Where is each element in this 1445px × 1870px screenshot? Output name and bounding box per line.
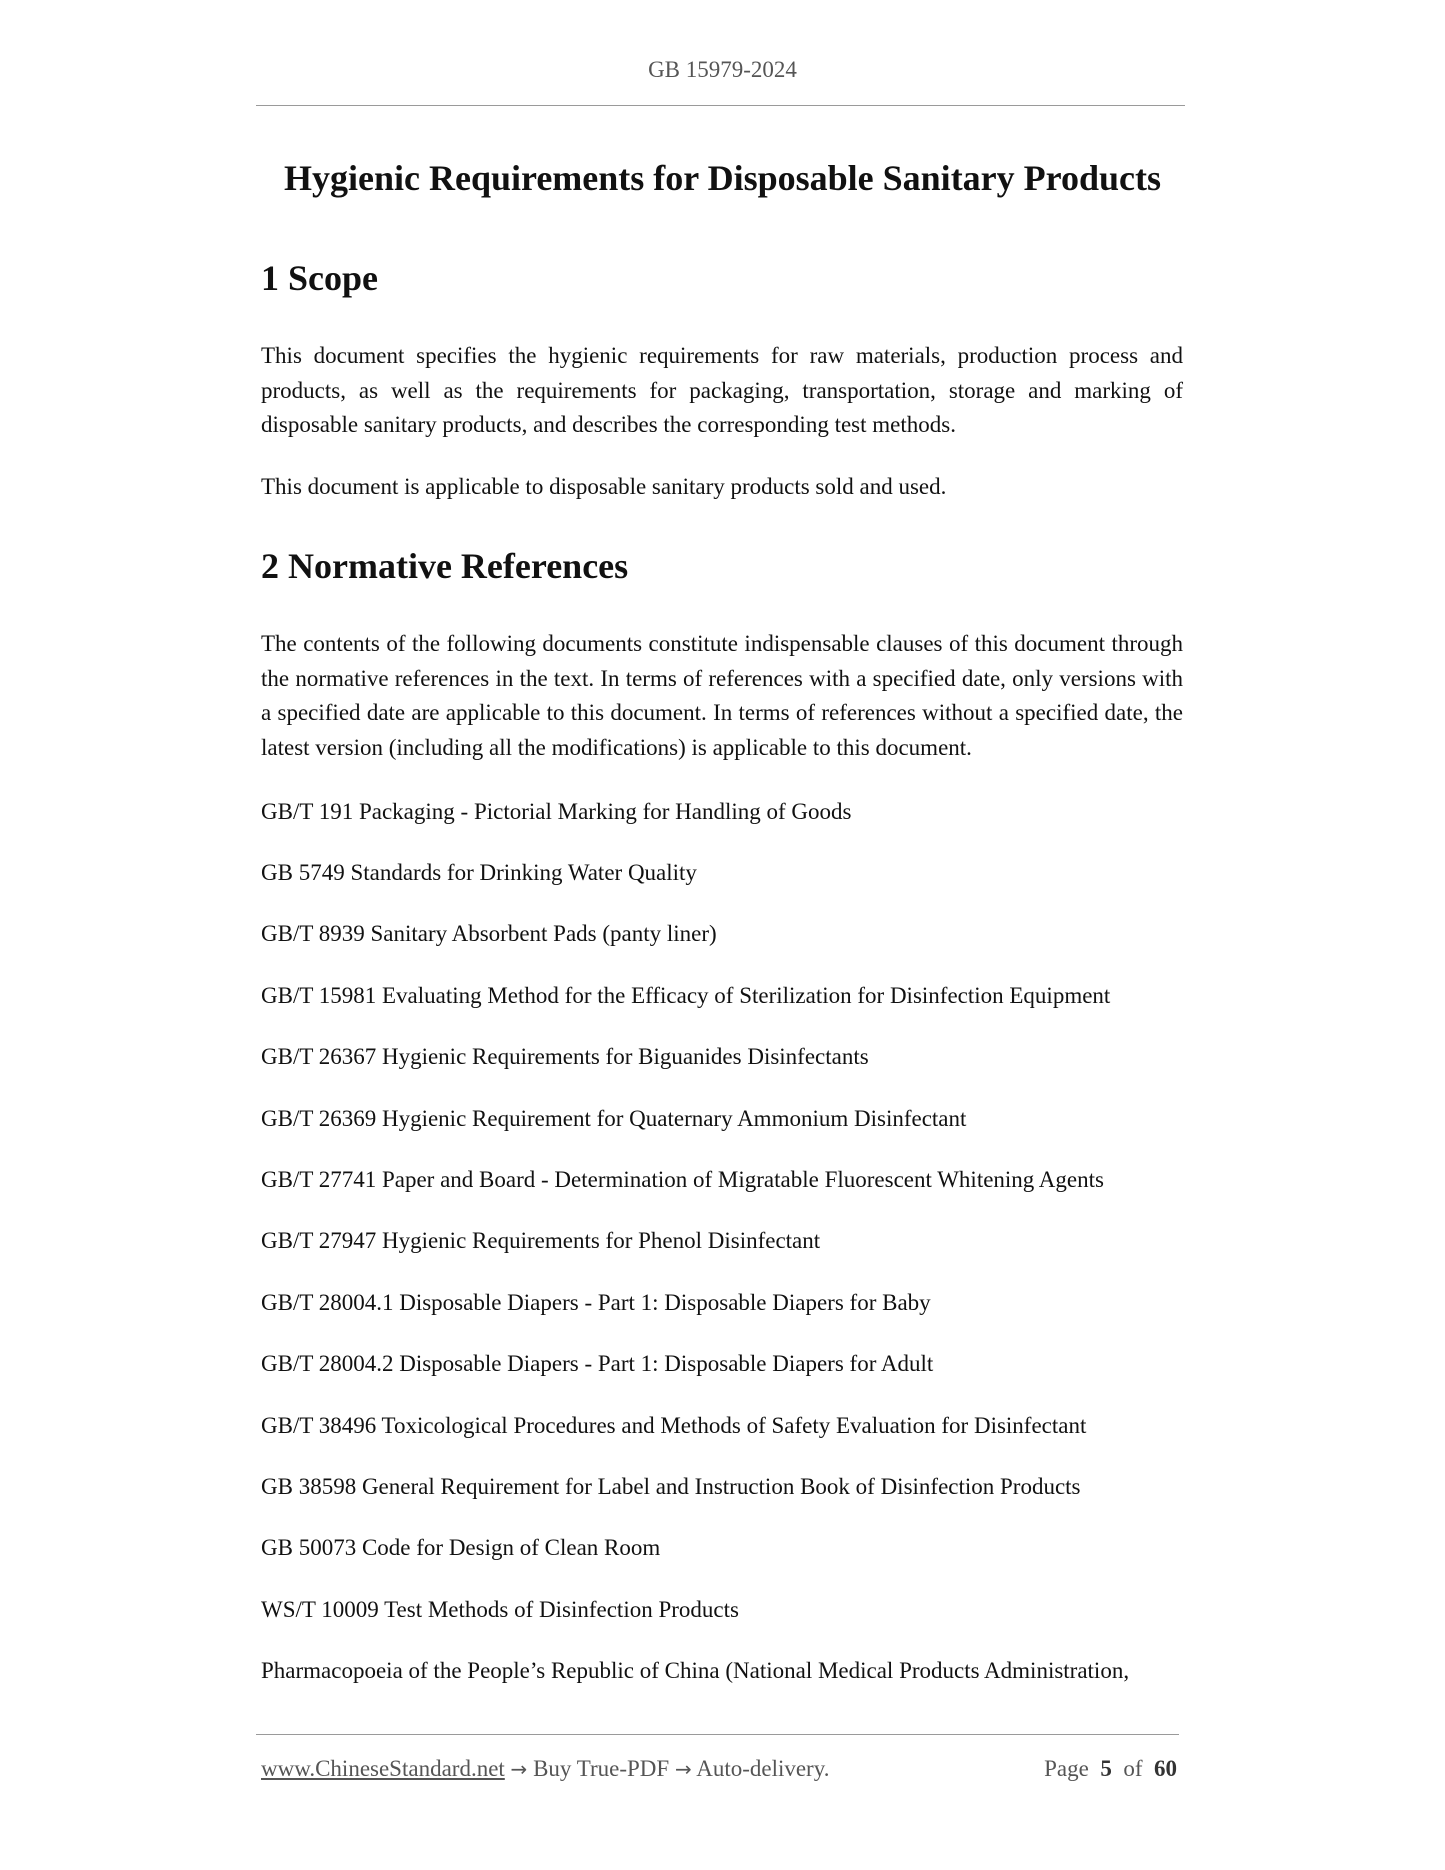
reference-item: GB/T 38496 Toxicological Procedures and Methods of Safety Evaluation for Disinfectant	[261, 1413, 1087, 1438]
references-intro-paragraph: The contents of the following documents constitute indispensable clauses of this document through the normative references in the text. In terms of references with a specified date, only versions with a specified date are applicable to this document. In terms of references without a specified date, the latest version (including all the modifications) is applicable to this document.	[261, 631, 1183, 760]
reference-item: GB/T 28004.2 Disposable Diapers - Part 1: Disposable Diapers for Adult	[261, 1351, 934, 1376]
reference-item: GB/T 26369 Hygienic Requirement for Quaternary Ammonium Disinfectant	[261, 1106, 967, 1131]
reference-item: GB 38598 General Requirement for Label and Instruction Book of Disinfection Products	[261, 1474, 1081, 1499]
total-pages-number: 60	[1154, 1756, 1177, 1781]
reference-item: GB/T 27947 Hygienic Requirements for Phenol Disinfectant	[261, 1228, 821, 1253]
reference-item: GB/T 191 Packaging - Pictorial Marking for Handling of Goods	[261, 799, 852, 824]
buy-true-pdf-text: Buy True-PDF	[533, 1756, 670, 1781]
section-heading-scope: 1 Scope	[261, 258, 378, 298]
section-heading-normative-references: 2 Normative References	[261, 546, 629, 586]
page-indicator	[1044, 1754, 1177, 1784]
reference-item: Pharmacopoeia of the People’s Republic of China (National Medical Products Administration,	[261, 1658, 1130, 1683]
reference-item: WS/T 10009 Test Methods of Disinfection Products	[261, 1597, 739, 1622]
reference-item: GB 5749 Standards for Drinking Water Quality	[261, 860, 697, 885]
of-label: of	[1123, 1756, 1143, 1781]
reference-item: GB/T 26367 Hygienic Requirements for Biguanides Disinfectants	[261, 1044, 869, 1069]
site-link[interactable]: www.ChineseStandard.net	[261, 1756, 505, 1781]
header-divider	[256, 105, 1185, 106]
footer-divider	[256, 1734, 1179, 1735]
scope-paragraph-2: This document is applicable to disposable sanitary products sold and used.	[261, 474, 947, 499]
page-label: Page	[1044, 1756, 1089, 1781]
current-page-number: 5	[1100, 1756, 1112, 1781]
document-title: Hygienic Requirements for Disposable Sanitary Products	[283, 158, 1161, 198]
arrow-right-icon: →	[510, 1757, 528, 1781]
reference-item: GB/T 27741 Paper and Board - Determination of Migratable Fluorescent Whitening Agents	[261, 1167, 1104, 1192]
auto-delivery-text: Auto-delivery.	[696, 1756, 830, 1781]
reference-item: GB/T 28004.1 Disposable Diapers - Part 1: Disposable Diapers for Baby	[261, 1290, 931, 1315]
reference-item: GB/T 8939 Sanitary Absorbent Pads (panty liner)	[261, 921, 717, 946]
footer-promo	[261, 1754, 829, 1784]
scope-paragraph-1: This document specifies the hygienic requirements for raw materials, production process and products, as well as the requirements for packaging, transportation, storage and marking of disposable sanitary products, and describes the corresponding test methods.	[261, 343, 1183, 437]
reference-item: GB/T 15981 Evaluating Method for the Efficacy of Sterilization for Disinfection Equipment	[261, 983, 1111, 1008]
reference-item: GB 50073 Code for Design of Clean Room	[261, 1535, 661, 1560]
arrow-right-icon: →	[674, 1757, 692, 1781]
header-doc-number: GB 15979-2024	[648, 57, 797, 82]
